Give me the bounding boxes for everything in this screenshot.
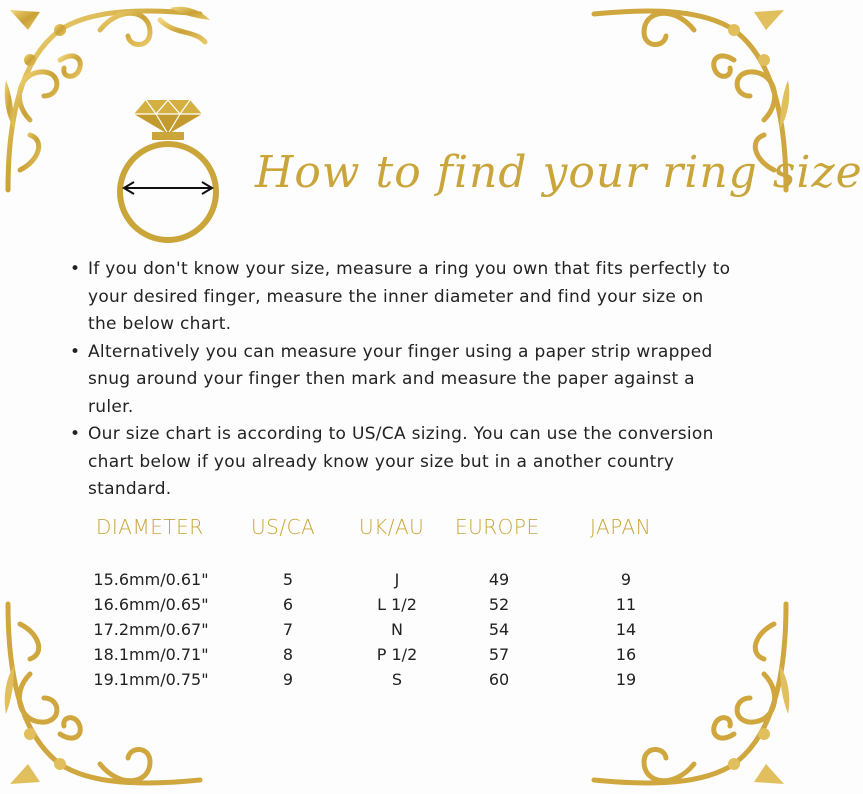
column-header-us-ca: US/CA xyxy=(251,515,316,539)
column-header-diameter: DIAMETER xyxy=(96,515,204,539)
cell-japan: 16 xyxy=(615,645,637,664)
cell-europe: 52 xyxy=(488,595,510,614)
column-header-europe: EUROPE xyxy=(455,515,540,539)
instructions-list xyxy=(68,256,738,504)
column-header-japan: JAPAN xyxy=(590,515,652,539)
cell-diameter: 17.2mm/0.67" xyxy=(93,620,209,639)
cell-diameter: 18.1mm/0.71" xyxy=(93,645,209,664)
table-row xyxy=(0,620,794,644)
page-title: How to find your ring size xyxy=(255,147,863,198)
list-item: • Alternatively you can measure your finger using a paper strip wrapped snug around your finger then mark and measure the paper against a ruler. xyxy=(68,339,738,422)
cell-diameter: 19.1mm/0.75" xyxy=(93,670,209,689)
cell-uk-au: S xyxy=(391,670,403,689)
cell-uk-au: J xyxy=(394,570,400,589)
table-row xyxy=(0,570,794,594)
cell-uk-au: P 1/2 xyxy=(376,645,418,664)
cell-europe: 60 xyxy=(488,670,510,689)
ring-diamond-icon xyxy=(112,92,224,244)
table-header xyxy=(0,515,794,539)
cell-europe: 57 xyxy=(488,645,510,664)
cell-us-ca: 7 xyxy=(282,620,294,639)
cell-japan: 11 xyxy=(615,595,637,614)
list-item: • Our size chart is according to US/CA sizing. You can use the conversion chart below if you already know your size but in a another country standard. xyxy=(68,421,738,504)
cell-diameter: 15.6mm/0.61" xyxy=(93,570,209,589)
cell-uk-au: N xyxy=(391,620,403,639)
cell-uk-au: L 1/2 xyxy=(377,595,417,614)
cell-us-ca: 8 xyxy=(282,645,294,664)
cell-diameter: 16.6mm/0.65" xyxy=(93,595,209,614)
cell-us-ca: 6 xyxy=(282,595,294,614)
cell-europe: 49 xyxy=(488,570,510,589)
cell-europe: 54 xyxy=(488,620,510,639)
table-row xyxy=(0,670,794,694)
cell-japan: 19 xyxy=(615,670,637,689)
cell-us-ca: 9 xyxy=(282,670,294,689)
cell-japan: 14 xyxy=(615,620,637,639)
list-item: • If you don't know your size, measure a ring you own that fits perfectly to your desired finger, measure the inner diameter and find your size on the below chart. xyxy=(68,256,738,339)
cell-japan: 9 xyxy=(620,570,632,589)
table-row xyxy=(0,595,794,619)
table-row xyxy=(0,645,794,669)
column-header-uk-au: UK/AU xyxy=(359,515,425,539)
cell-us-ca: 5 xyxy=(282,570,294,589)
